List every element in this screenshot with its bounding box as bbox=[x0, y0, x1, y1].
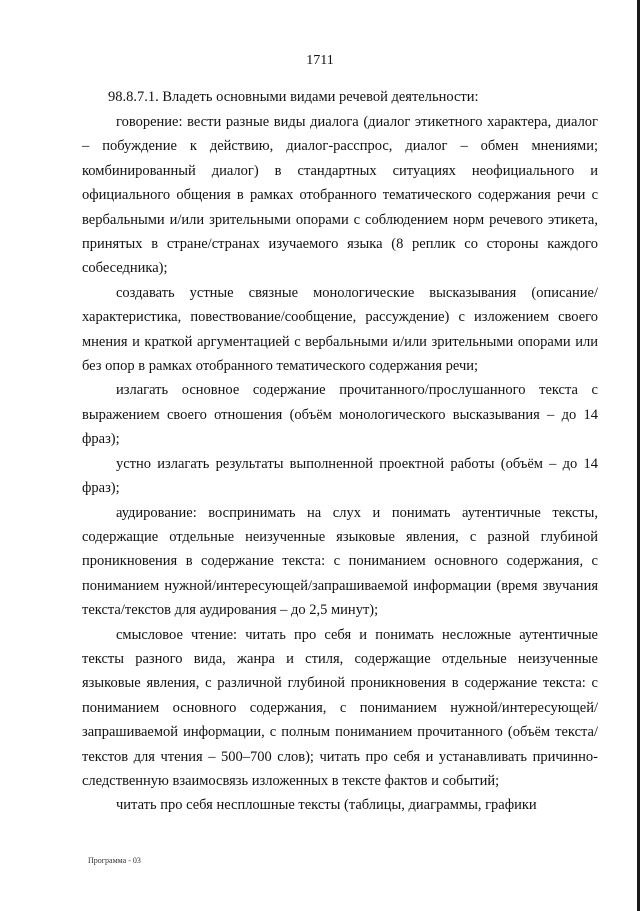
page-number: 1711 bbox=[306, 53, 334, 68]
paragraph-project: устно излагать результаты выполненной проектной работы (объём – до 14 фраз); bbox=[82, 455, 598, 497]
paragraph-noncontinuous-texts: читать про себя несплошные тексты (таблицы, диаграммы, графики bbox=[116, 797, 537, 814]
footer-label: Программа - 03 bbox=[88, 856, 141, 865]
body-text bbox=[82, 110, 598, 818]
section-heading: 98.8.7.1. Владеть основными видами речевой деятельности: bbox=[108, 89, 479, 105]
paragraph-monologue: создавать устные связные монологические высказывания (описание/характеристика, повествование/сообщение, рассуждение) с изложением своего мнения и краткой аргументацией с вербальными и/или зрительными опорами или без опор в рамках отобранного тематического содержания речи; bbox=[82, 284, 598, 375]
paragraph-speaking: говорение: вести разные виды диалога (диалог этикетного характера, диалог – побуждение к действию, диалог-расспрос, диалог – обмен мнениями; комбинированный диалог) в стандартных ситуациях неофициального и официального общения в рамках отобранного тематического содержания речи с вербальными и/или зрительными опорами с соблюдением норм речевого этикета, принятых в стране/странах изучаемого языка (8 реплик со стороны каждого собеседника); bbox=[82, 114, 598, 277]
paragraph-summary: излагать основное содержание прочитанного/прослушанного текста с выражением своего отношения (объём монологического высказывания – до 14 фраз); bbox=[82, 382, 598, 448]
paragraph-listening: аудирование: воспринимать на слух и понимать аутентичные тексты, содержащие отдельные неизученные языковые явления, с разной глубиной проникновения в содержание текста: с пониманием основного содержания, с пониманием нужной/интересующей/запрашиваемой информации (время звучания текста/текстов для аудирования – до 2,5 минут); bbox=[82, 504, 598, 619]
paragraph-reading: смысловое чтение: читать про себя и понимать несложные аутентичные тексты разного вида, жанра и стиля, содержащие отдельные неизученные языковые явления, с различной глубиной проникновения в содержание текста: с пониманием основного содержания, с пониманием нужной/интересующей/запрашиваемой информации, с полным пониманием прочитанного (объём текста/текстов для чтения – 500–700 слов); читать про себя и устанавливать причинно-следственную взаимосвязь изложенных в тексте фактов и событий; bbox=[82, 626, 598, 789]
